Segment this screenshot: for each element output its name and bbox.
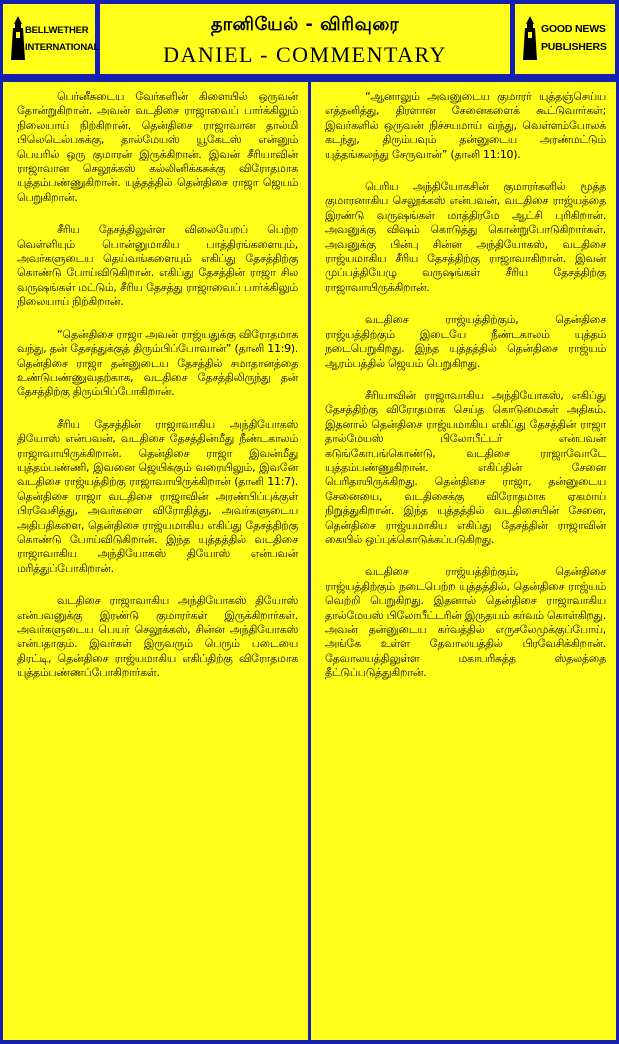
bell-tower-icon — [521, 16, 539, 62]
left-text-column — [3, 82, 308, 1040]
logo-right-line2: PUBLISHERS — [541, 41, 607, 53]
paragraph: பெரிய அந்தியோகசின் குமாரர்களில் மூத்த குமாரனாகிய செலூக்கஸ் என்பவன், வடதிசை ராஜ்யத்தை இரண்டு வருஷங்கள் மாத்திரமே ஆட்சி புரிகிறான். அவனுக்கு விஷம் கொடுத்து கொன்றுபோடுகிறார்கள். அவனுக்கு பின்பு சின்ன அந்தியோகஸ், வடதிசை ராஜ்யமாகிய சீரிய தேசத்திற்கு ராஜாவாகிறான். இவன் முப்பத்தியேழு வருஷங்கள் சீரிய தேசத்திற்கு ராஜாவாயிருக்கிறான். — [325, 180, 606, 294]
publisher-logo-right — [515, 4, 615, 74]
paragraph: “ஆனாலும் அவனுடைய குமாரர் யுத்தஞ்செய்ய எத்தனித்து, திரளான சேனைகளைக் கூட்டுவார்கள்; இவர்களில் ஒருவன் நிச்சயமாய் வந்து, வெள்ளம்போலக் கடந்து, திரும்பவும் தன்னுடைய அரண்மட்டும் யுத்தங்கலந்து சேருவான்” (தானி 11:10). — [325, 90, 606, 161]
logo-left-line1: BELLWETHER — [25, 25, 89, 36]
paragraph: “தென்திசை ராஜா அவன் ராஜ்யதுக்கு விரோதமாக வந்து, தன் தேசத்துக்குத் திரும்பிப்போவான்” (தானி 11:9). தென்திசை ராஜா தன்னுடைய தேசத்தில் சமாதானத்தை உண்டுபண்ணுவதற்காக, வடதிசை தேசத்திலிருந்து தன் தேசத்திற்கு திரும்பிப்போகிறான். — [17, 327, 298, 399]
title-tamil: தானியேல் - விரிவுரை — [210, 14, 400, 35]
publisher-logo-left — [3, 4, 100, 74]
logo-left-line2: INTERNATIONAL — [25, 42, 100, 53]
paragraph: சீரிய தேசத்தின் ராஜாவாகிய அந்தியோகஸ் தியோஸ் என்பவன், வடதிசை தேசத்தின்மீது நீண்டகாலம் ராஜாவாயிருக்கிறான். தென்திசை ராஜா இவன்மீது யுத்தம்பண்ணி, இவனை ஜெயிக்கும் வரையிலும், இவனே வடதிசை ராஜ்யத்திற்கு ராஜாவாயிருக்கிறான் (தானி 11:7). தென்திசை ராஜா வடதிசை ராஜாவின் அரண்பிப்புக்குள் பிரவேசித்து, அவர்களை விரோதித்து, அவர்களுடைய அதிபதிகளை, தென்திசை ராஜ்யமாகிய எகிப்து தேசத்திற்கு கொண்டு போய்விடுகிறான். இந்த யுத்தத்தில் வடதிசை ராஜாவாகிய அந்தியோகஸ் தியோஸ் என்பவன் மரித்துப்போகிறான். — [17, 417, 298, 575]
paragraph: வடதிசை ராஜ்யத்திற்கும், தென்திசை ராஜ்யத்திற்கும் இடையே நீண்டகாலம் யுத்தம் நடைபெறுகிறது. இந்த யுத்தத்தில் தென்திசை ராஜ்யம் ஆரம்பத்தில் ஜெயம் பெறுகிறது. — [325, 313, 606, 370]
logo-right-line1: GOOD NEWS — [541, 23, 606, 35]
title-english: DANIEL - COMMENTARY — [163, 42, 447, 67]
paragraph: வடதிசை ராஜாவாகிய அந்தியோகஸ் தியோஸ் என்பவனுக்கு இரண்டு குமாரர்கள் இருக்கிறார்கள். அவர்களுடைய பெயர் செலூக்கஸ், சின்ன அந்தியோகஸ் என்பதாகும். இவர்கள் இருவரும் பெரும் படையை திரட்டி, தென்திசை ராஜ்யமாகிய எகிப்திற்கு விரோதமாக யுத்தம்பண்ணப்போகிறார்கள். — [17, 594, 298, 680]
paragraph: வடதிசை ராஜ்யத்திற்கும், தென்திசை ராஜ்யத்திற்கும் நடைபெற்ற யுத்தத்தில், தென்திசை ராஜ்யம் வெற்றி பெறுகிறது. இதனால் தென்திசை ராஜாவாகிய தால்மேயஸ் பிலோபீட்டரின் இருதயம் கர்வம் கொள்கிறது. அவன் தன்னுடைய கர்வத்தில் எருசலேமுக்குப்போய், அங்கே உள்ள தேவாலயத்தில் பிரவேசிக்கிறான். தேவாலயத்திலுள்ள மகாபரிசுத்த ஸ்தலத்தை தீட்டுப்படுத்துகிறான். — [325, 565, 606, 680]
paragraph: சீரியாவின் ராஜாவாகிய அந்தியோகஸ், எகிப்து தேசத்திற்கு விரோதமாக செய்த கொடுமைகள் அதிகம். இதனால் தென்திசை ராஜ்யமாகிய எகிப்து தேசத்தின் ராஜா தால்மேயஸ் பிலோபீட்டர் என்பவன் கடுங்கோபங்கொண்டு, வடதிசை ராஜாவோடே யுத்தம்பண்ணுகிறான். எகிப்தின் சேனை பெரிதாயிருக்கிறது. தென்திசை ராஜா, தன்னுடைய சேனையை, வடதிசைக்கு விரோதமாக ஏகமாய் நிறுத்துகிறான். இந்த யுத்தத்தில் வடதிசையின் சேனை, தென்திசை ராஜ்யமாகிய எகிப்து தேசத்தின் ராஜாவின் கையில் ஒப்புக்கொடுக்கப்படுகிறது. — [325, 388, 606, 546]
title-banner — [100, 4, 510, 74]
right-text-column — [311, 82, 616, 1040]
paragraph: பெர்னீசுடைய வேர்களின் கிளையில் ஒருவன் தோன்றுகிறான். அவன் வடதிசை ராஜாவைப் பார்க்கிலும் நிலையாய் நிற்கிறான். தென்திசை ராஜாவான தால்மி பிலெடெல்பசுக்கு, தால்மேயஸ் யூகேடஸ் என்னும் பெயரில் ஒரு குமாரன் இருக்கிறான். இவன் சீரியாவின் ராஜாவான செலூக்கஸ் கல்லினிக்கசுக்கு விரோதமாக யுத்தம்பண்ணுகிறான். யுத்தத்தில் தென்திசை ராஜா ஜெயம் பெறுகிறான். — [17, 90, 298, 204]
paragraph: சீரிய தேசத்திலுள்ள விலையேறப் பெற்ற வெள்ளியும் பொன்னுமாகிய பாத்திரங்களையும், அவர்களுடைய தெய்வங்களையும் எகிப்து தேசத்திற்கு கொண்டு போய்விடுகிறான். எகிப்து தேசத்தின் ராஜா சில வருஷங்கள் மட்டும், சீரிய தேசத்து ராஜாவைப் பார்க்கிலும் நிலையாய் நிற்கிறான். — [17, 223, 298, 309]
